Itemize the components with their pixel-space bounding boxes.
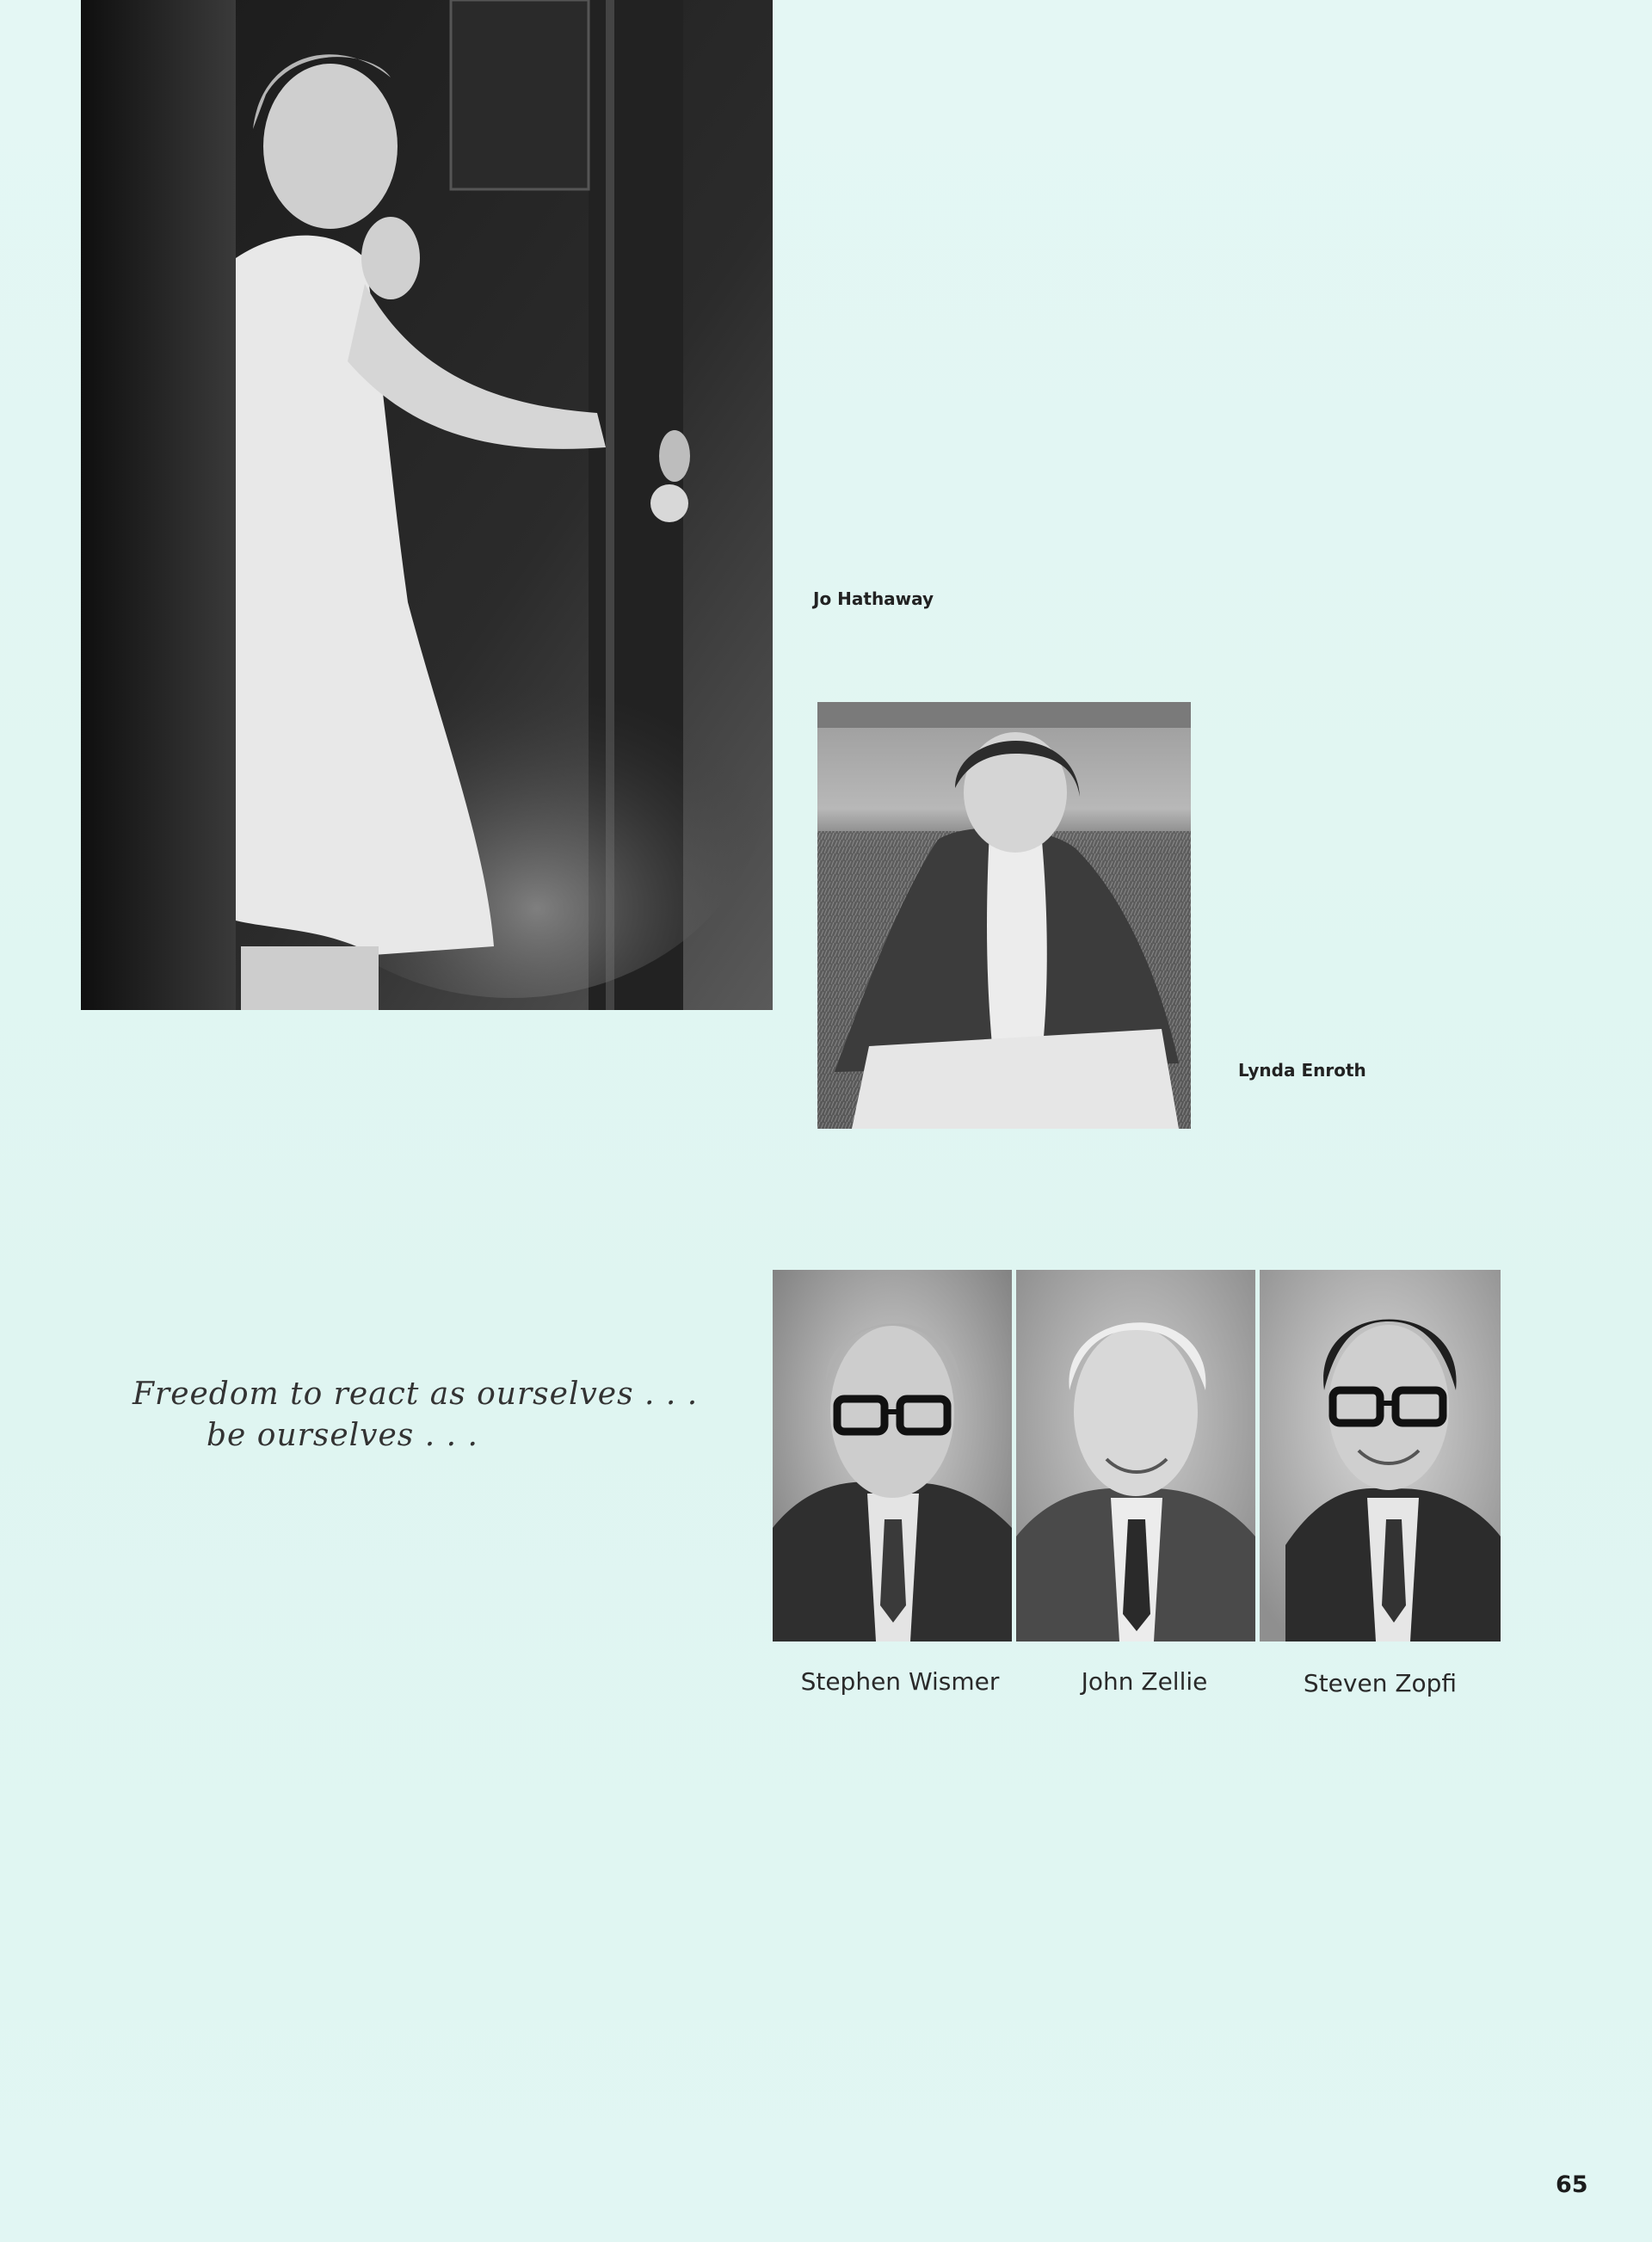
senior-portrait-glasses-dark-hair-icon bbox=[1260, 1270, 1501, 1641]
caption-jo-hathaway: Jo Hathaway bbox=[813, 588, 934, 609]
portrait-girl-sitting-on-grass-icon bbox=[817, 702, 1191, 1129]
senior-portrait-zellie bbox=[1016, 1270, 1255, 1641]
girl-at-locker-photo bbox=[81, 0, 773, 1010]
senior-portrait-wismer bbox=[773, 1270, 1012, 1641]
quote-line-1: Freedom to react as ourselves . . . bbox=[133, 1377, 699, 1412]
caption-john-zellie: John Zellie bbox=[1081, 1667, 1208, 1696]
girl-on-grass-photo bbox=[817, 702, 1191, 1129]
caption-steven-zopfi: Steven Zopfi bbox=[1303, 1669, 1458, 1697]
caption-lynda-enroth: Lynda Enroth bbox=[1238, 1060, 1366, 1081]
quote-line-2: be ourselves . . . bbox=[206, 1418, 478, 1453]
caption-stephen-wismer: Stephen Wismer bbox=[800, 1667, 1000, 1696]
senior-portrait-glasses-icon bbox=[773, 1270, 1012, 1641]
page-number: 65 bbox=[1556, 2171, 1588, 2198]
portrait-girl-at-locker-icon bbox=[81, 0, 773, 1010]
senior-portrait-blond-icon bbox=[1016, 1270, 1255, 1641]
senior-portrait-zopfi bbox=[1260, 1270, 1501, 1641]
